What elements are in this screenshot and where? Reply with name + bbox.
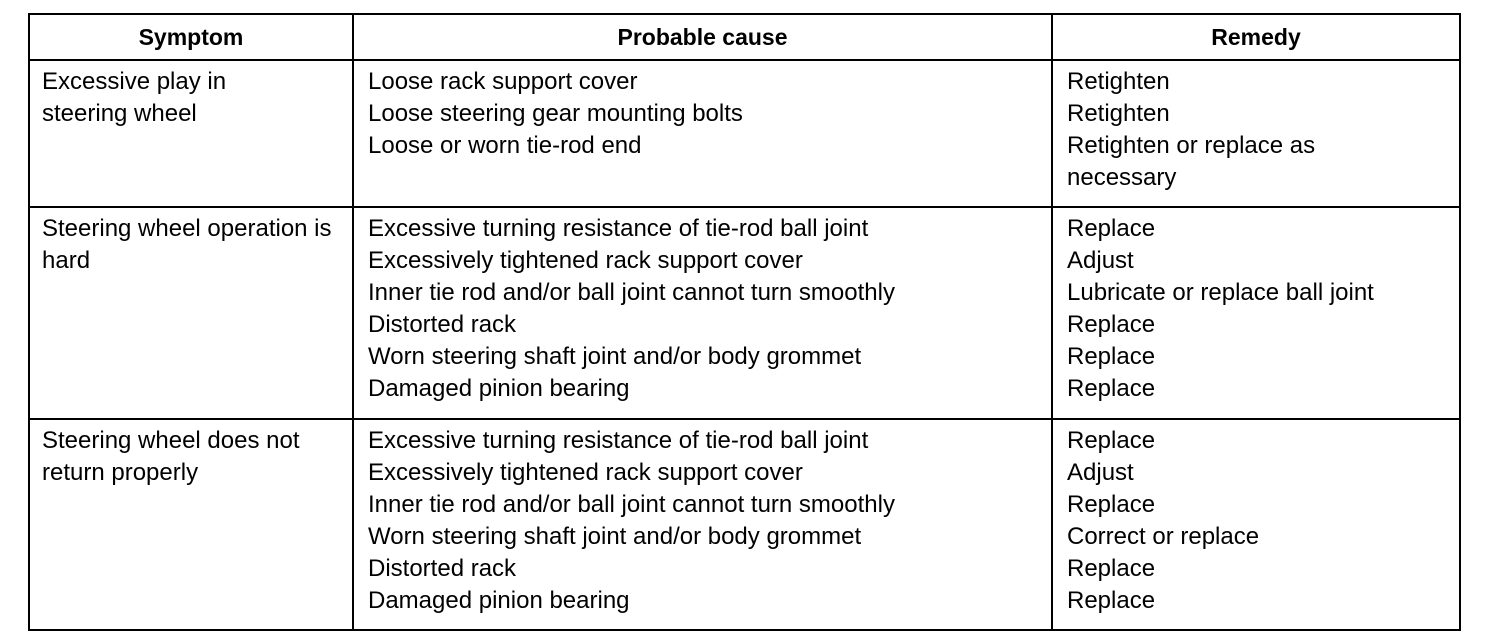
symptom-text: Excessive play in steering wheel bbox=[42, 68, 227, 127]
cause-item: Loose or worn tie-rod end bbox=[368, 132, 642, 159]
cause-item: Excessively tightened rack support cover bbox=[368, 459, 803, 486]
symptom-cell bbox=[29, 60, 353, 207]
table-row bbox=[29, 60, 1460, 207]
remedy-item: Adjust bbox=[1067, 459, 1134, 486]
symptom-text: Steering wheel does not return properly bbox=[42, 427, 300, 486]
symptom-text: Steering wheel operation is hard bbox=[42, 215, 332, 274]
cause-cell bbox=[353, 419, 1052, 630]
column-header-symptom: Symptom bbox=[29, 14, 353, 60]
remedy-item: Replace bbox=[1067, 311, 1156, 338]
cause-item: Excessively tightened rack support cover bbox=[368, 247, 803, 274]
cause-item: Excessive turning resistance of tie-rod ball joint bbox=[368, 215, 869, 242]
cause-cell bbox=[353, 207, 1052, 419]
troubleshooting-table bbox=[28, 13, 1461, 631]
remedy-item: Adjust bbox=[1067, 247, 1134, 274]
cause-item: Loose steering gear mounting bolts bbox=[368, 100, 743, 127]
cause-item: Worn steering shaft joint and/or body grommet bbox=[368, 523, 862, 550]
remedy-item: Retighten bbox=[1067, 68, 1170, 95]
remedy-item: Replace bbox=[1067, 375, 1156, 402]
cause-item: Distorted rack bbox=[368, 555, 517, 582]
symptom-cell bbox=[29, 207, 353, 419]
remedy-item: Retighten bbox=[1067, 100, 1170, 127]
table-row bbox=[29, 207, 1460, 419]
cause-item: Distorted rack bbox=[368, 311, 517, 338]
column-header-remedy: Remedy bbox=[1052, 14, 1460, 60]
remedy-item: Replace bbox=[1067, 215, 1156, 242]
cause-item: Loose rack support cover bbox=[368, 68, 638, 95]
symptom-cell bbox=[29, 419, 353, 630]
cause-item: Inner tie rod and/or ball joint cannot turn smoothly bbox=[368, 279, 895, 306]
table-row bbox=[29, 419, 1460, 630]
remedy-item: Replace bbox=[1067, 427, 1156, 454]
header-row bbox=[29, 14, 1460, 60]
remedy-cell bbox=[1052, 207, 1460, 419]
remedy-item: Replace bbox=[1067, 587, 1156, 614]
remedy-item: Correct or replace bbox=[1067, 523, 1260, 550]
remedy-item: Replace bbox=[1067, 343, 1156, 370]
remedy-cell bbox=[1052, 60, 1460, 207]
cause-item: Inner tie rod and/or ball joint cannot turn smoothly bbox=[368, 491, 895, 518]
remedy-cell bbox=[1052, 419, 1460, 630]
remedy-item: Replace bbox=[1067, 491, 1156, 518]
column-header-probable-cause: Probable cause bbox=[353, 14, 1052, 60]
remedy-item: Replace bbox=[1067, 555, 1156, 582]
cause-cell bbox=[353, 60, 1052, 207]
remedy-item: Lubricate or replace ball joint bbox=[1067, 279, 1374, 306]
cause-item: Damaged pinion bearing bbox=[368, 375, 630, 402]
cause-item: Excessive turning resistance of tie-rod ball joint bbox=[368, 427, 869, 454]
remedy-item: Retighten or replace as necessary bbox=[1067, 132, 1316, 191]
cause-item: Worn steering shaft joint and/or body grommet bbox=[368, 343, 862, 370]
cause-item: Damaged pinion bearing bbox=[368, 587, 630, 614]
